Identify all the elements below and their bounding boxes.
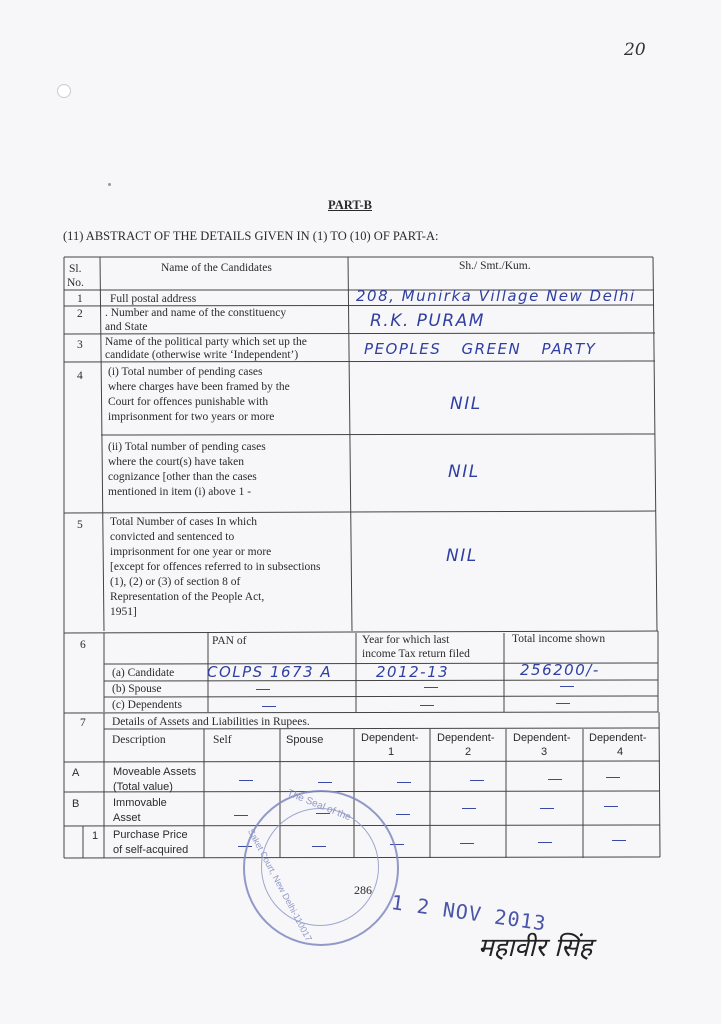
row5-line7: 1951] [110, 606, 137, 618]
asset-dash [397, 782, 411, 783]
seal-text-side: Saket Court, New Delhi-110017 [245, 827, 314, 943]
row-a-label-2: (Total value) [113, 781, 173, 793]
asset-dash [318, 782, 332, 783]
row6-num: 6 [80, 639, 86, 651]
row6-spouse-label: (b) Spouse [112, 683, 162, 695]
asset-dash [606, 777, 620, 778]
signature: महावीर सिंह [478, 933, 593, 963]
row4-i-line4: imprisonment for two years or more [108, 411, 275, 423]
row2-label-2: and State [105, 321, 148, 333]
dependents-income-dash [556, 703, 570, 704]
court-seal-inner-ring [261, 808, 379, 926]
col-dependent-3-a: Dependent- [513, 732, 571, 744]
row-a-label-1: Moveable Assets [113, 766, 197, 778]
row5-line5: (1), (2) or (3) of section 8 of [110, 576, 241, 588]
handwritten-page-number: 20 [624, 40, 646, 60]
asset-dash [612, 840, 626, 841]
row6-year-header-1: Year for which last [362, 634, 450, 646]
row2-value: R.K. PURAM [370, 311, 485, 331]
col-dependent-1-a: Dependent- [361, 732, 419, 744]
row-b-letter: B [72, 798, 80, 810]
row5-line3: imprisonment for one year or more [110, 546, 272, 558]
row2-num: 2 [77, 308, 83, 320]
dependents-pan-dash [262, 706, 276, 707]
asset-dash [540, 808, 554, 809]
row4-ii-line1: (ii) Total number of pending cases [108, 441, 266, 453]
col-dependent-4-b: 4 [617, 746, 624, 758]
row-b1-num: 1 [92, 830, 99, 842]
court-seal [243, 787, 399, 946]
row2-label-1: . Number and name of the constituency [105, 307, 287, 319]
footer-page-number: 286 [354, 883, 372, 897]
row5-line6: Representation of the People Act, [110, 591, 265, 603]
row1-num: 1 [77, 293, 83, 305]
row1-label: Full postal address [110, 293, 197, 305]
col-dependent-4-a: Dependent- [589, 732, 647, 744]
abstract-heading: (11) ABSTRACT OF THE DETAILS GIVEN IN (1) TO (10) OF PART-A: [63, 229, 439, 243]
row6-pan-header: PAN of [212, 635, 247, 647]
date-stamp: 1 2 NOV 2013 [389, 890, 548, 936]
col-spouse: Spouse [286, 734, 324, 746]
asset-dash [470, 780, 484, 781]
row4-i-line1: (i) Total number of pending cases [108, 366, 263, 378]
row4-ii-line3: cognizance [other than the cases [108, 471, 257, 483]
asset-dash [538, 842, 552, 843]
row-b-label-1: Immovable [113, 797, 167, 809]
part-title: PART-B [328, 198, 373, 212]
asset-dash [462, 808, 476, 809]
row3-num: 3 [77, 339, 83, 351]
header-sl: Sl. [69, 263, 82, 275]
asset-dash [234, 815, 248, 816]
asset-dash [460, 843, 474, 844]
row5-line1: Total Number of cases In which [110, 516, 258, 528]
spouse-income-dash [560, 686, 574, 687]
spouse-pan-dash [256, 689, 270, 690]
header-no: No. [67, 277, 84, 289]
row4-ii-line2: where the court(s) have taken [108, 456, 245, 468]
header-title: Sh./ Smt./Kum. [459, 260, 531, 272]
row-b1-label-2: of self-acquired [113, 844, 189, 856]
row5-value: NIL [446, 546, 478, 566]
row3-label-1: Name of the political party which set up the [105, 336, 307, 348]
row6-income-header: Total income shown [512, 633, 606, 645]
row-b-label-2: Asset [113, 812, 141, 824]
row5-line2: convicted and sentenced to [110, 531, 235, 543]
row-b1-label-1: Purchase Price [113, 829, 188, 841]
dependents-year-dash [420, 705, 434, 706]
row4-i-line2: where charges have been framed by the [108, 381, 290, 393]
col-dependent-1-b: 1 [388, 746, 395, 758]
header-name: Name of the Candidates [161, 262, 272, 274]
row6-candidate-label: (a) Candidate [112, 667, 175, 679]
col-dependent-2-b: 2 [465, 746, 472, 758]
row6-candidate-year: 2012-13 [376, 663, 450, 681]
row6-dependents-label: (c) Dependents [112, 699, 182, 711]
row4-i-value: NIL [450, 394, 482, 414]
row4-ii-line4: mentioned in item (i) above 1 - [108, 486, 252, 498]
asset-dash [239, 780, 253, 781]
row5-num: 5 [77, 519, 83, 531]
row1-value: 208, Munirka Village New Delhi [356, 287, 636, 305]
col-self: Self [213, 734, 232, 746]
col-description: Description [112, 734, 166, 746]
row4-i-line3: Court for offences punishable with [108, 396, 269, 408]
row-a-letter: A [72, 767, 80, 779]
row3-label-2: candidate (otherwise write ‘Independent’) [105, 349, 299, 361]
asset-dash [396, 814, 410, 815]
col-dependent-2-a: Dependent- [437, 732, 495, 744]
asset-dash [548, 779, 562, 780]
row4-ii-value: NIL [448, 462, 480, 482]
row6-candidate-pan: COLPS 1673 A [207, 663, 333, 681]
row6-year-header-2: income Tax return filed [362, 648, 470, 660]
asset-dash [604, 806, 618, 807]
row3-value: PEOPLES GREEN PARTY [364, 340, 597, 358]
row7-num: 7 [80, 717, 86, 729]
row6-candidate-income: 256200/- [520, 661, 600, 679]
col-dependent-3-b: 3 [541, 746, 548, 758]
row4-num: 4 [77, 370, 83, 382]
spouse-year-dash [424, 687, 438, 688]
seal-text-top: The Seal of the [285, 787, 353, 824]
row7-heading: Details of Assets and Liabilities in Rupees. [112, 716, 310, 728]
row5-line4: [except for offences referred to in subsections [110, 561, 321, 573]
